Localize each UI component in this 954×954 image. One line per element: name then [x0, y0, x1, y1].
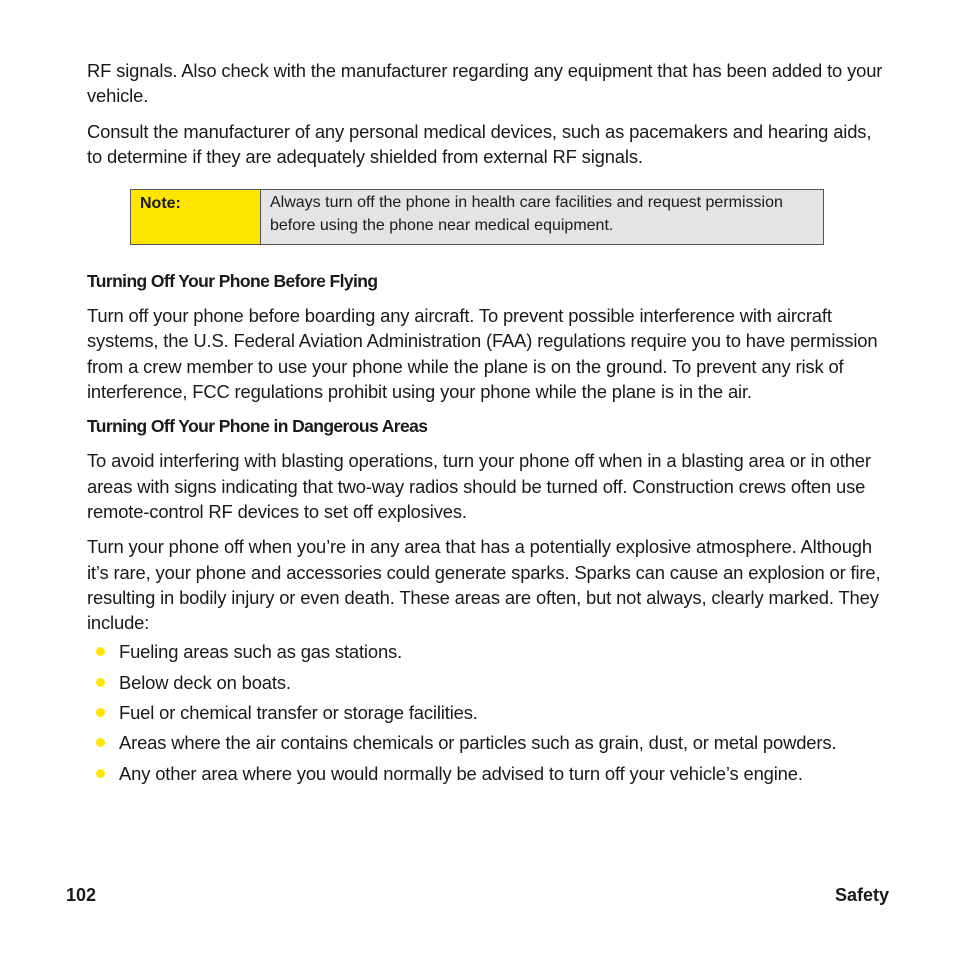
bullet-dot-icon: [96, 738, 105, 747]
bullet-dot-icon: [96, 769, 105, 778]
bullet-dot-icon: [96, 708, 105, 717]
note-label: Note:: [131, 190, 261, 244]
hazard-list: [87, 639, 889, 785]
list-item: [87, 730, 889, 755]
paragraph-explosive-atmosphere: Turn your phone off when you’re in any area that has a potentially explosive atmosphere. Although it’s rare, your phone and accessories could generate sparks. Sparks can cause an explosion or fire, resulting in bodily injury or even death. These areas are often, but not always, clearly marked. They include:: [87, 536, 881, 634]
list-item: [87, 700, 889, 725]
paragraph-rf-signals: RF signals. Also check with the manufacturer regarding any equipment that has been added to your vehicle.: [87, 60, 883, 107]
heading-dangerous-areas: Turning Off Your Phone in Dangerous Areas: [87, 416, 428, 437]
bullet-dot-icon: [96, 647, 105, 656]
list-item-text: Fueling areas such as gas stations.: [119, 641, 403, 663]
note-text: Always turn off the phone in health care facilities and request permission before using the phone near medical equipment.: [261, 190, 823, 244]
paragraph-medical-devices: Consult the manufacturer of any personal medical devices, such as pacemakers and hearing aids, to determine if they are adequately shielded from external RF signals.: [87, 120, 872, 167]
section-name: Safety: [834, 885, 889, 905]
list-item-text: Any other area where you would normally be advised to turn off your vehicle’s engine.: [119, 762, 803, 784]
heading-before-flying: Turning Off Your Phone Before Flying: [87, 271, 378, 292]
list-item: [87, 761, 889, 786]
page-content: [87, 58, 889, 786]
bullet-dot-icon: [96, 678, 105, 687]
page-number: 102: [66, 885, 97, 905]
page-footer: [66, 883, 889, 907]
list-item-text: Areas where the air contains chemicals or particles such as grain, dust, or metal powders.: [119, 732, 837, 754]
list-item-text: Below deck on boats.: [119, 671, 291, 693]
paragraph-blasting: To avoid interfering with blasting operations, turn your phone off when in a blasting area or in other areas with signs indicating that two-way radios should be turned off. Construction crews often use remote-control RF devices to set off explosives.: [87, 450, 871, 522]
list-item: [87, 670, 889, 695]
note-box: [130, 189, 824, 245]
paragraph-aircraft: Turn off your phone before boarding any aircraft. To prevent possible interference with aircraft systems, the U.S. Federal Aviation Administration (FAA) regulations require you to have permission from a crew member to use your phone while the plane is on the ground. To prevent any risk of interference, FCC regulations prohibit using your phone while the plane is in the air.: [87, 305, 878, 403]
list-item: [87, 639, 889, 664]
list-item-text: Fuel or chemical transfer or storage facilities.: [119, 702, 478, 724]
